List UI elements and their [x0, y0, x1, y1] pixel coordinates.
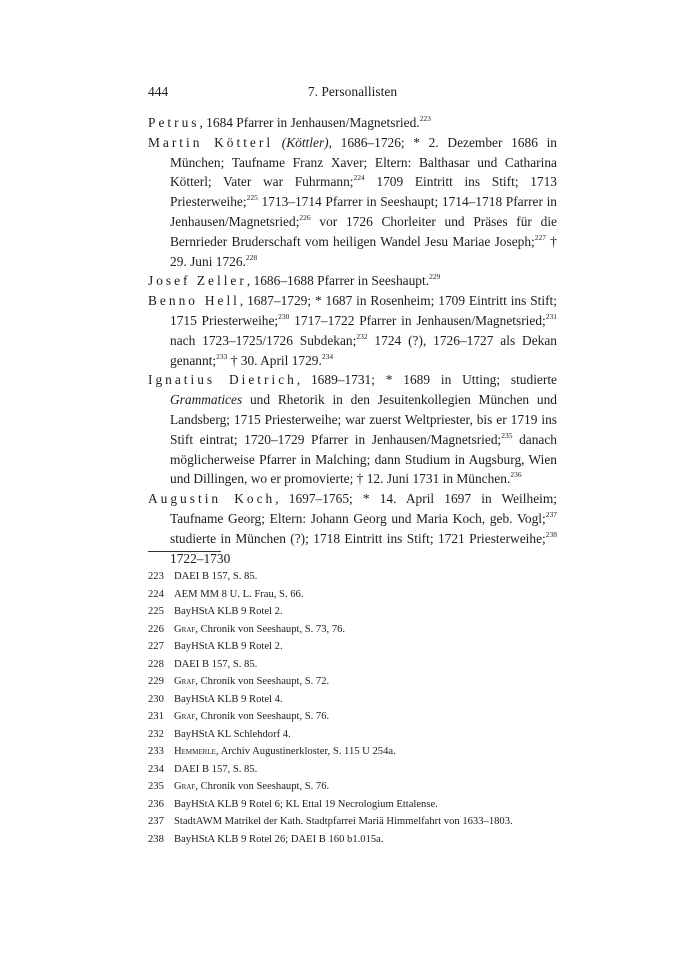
person-name: Martin Kötterl	[148, 134, 274, 150]
text-run: DAEI B 157, S. 85.	[174, 763, 258, 775]
person-list	[148, 113, 557, 568]
text-run: , 1689–1731; * 1689 in Utting; studierte	[296, 372, 557, 388]
footnote	[148, 761, 557, 779]
footnotes	[148, 568, 557, 848]
footnote-separator	[148, 551, 221, 552]
person-name: Ignatius Dietrich	[148, 372, 297, 388]
text-run: 1722–1730	[170, 550, 231, 566]
text-run: BayHStA KLB 9 Rotel 26; DAEI B 160 b1.015a.	[174, 833, 384, 845]
footnote-ref: 232	[356, 331, 368, 341]
text-run: nach 1723–1725/1726 Subdekan;	[170, 332, 357, 348]
footnote-ref: 235	[501, 430, 513, 440]
footnote-number: 230	[148, 693, 164, 705]
author-name: Graf	[174, 623, 196, 635]
text-run: AEM MM 8 U. L. Frau, S. 66.	[174, 588, 304, 600]
footnote	[148, 708, 557, 726]
footnote-ref: 237	[545, 509, 557, 519]
text-run	[273, 135, 282, 150]
footnote-number: 229	[148, 676, 164, 687]
footnote-ref: 224	[353, 173, 365, 183]
footnote	[148, 726, 557, 744]
text-run: , Chronik von Seeshaupt, S. 72.	[195, 676, 330, 687]
text-run: BayHStA KLB 9 Rotel 2.	[174, 641, 283, 652]
author-name: Hemmerle	[174, 746, 216, 757]
text-run: BayHStA KLB 9 Rotel 6; KL Ettal 19 Necrologium Ettalense.	[174, 798, 438, 810]
footnote-number: 228	[148, 658, 164, 670]
footnote-number: 235	[148, 781, 164, 792]
footnote	[148, 743, 557, 761]
footnote-number: 231	[148, 711, 164, 722]
text-run: 1717–1722 Pfarrer in Jenhausen/Magnetsried;	[289, 312, 546, 328]
footnote-ref: 238	[545, 529, 557, 539]
running-head	[148, 84, 557, 104]
text-run: danach möglicherweise Pfarrer in Malching; dann Studium in Augsburg, Wien und Dillingen, wo er promovierte; † 12. Juni 1731 in München.	[170, 431, 557, 487]
person-entry	[148, 370, 557, 489]
text-run: 1713–1714 Pfarrer in Seeshaupt; 1714–1718 Pfarrer in Jenhausen/Magnetsried;	[170, 194, 557, 229]
footnote-number: 226	[148, 623, 164, 635]
text-run: † 29. Juni 1726.	[170, 233, 557, 269]
text-run: StadtAWM Matrikel der Kath. Stadtpfarrei Mariä Himmelfahrt von 1633–1803.	[174, 816, 513, 827]
text-run: und Rhetorik in den Jesuitenkollegien München und Landsberg; 1715 Priesterweihe; war zuerst Weltpriester, bis er 1719 ins Stift eintrat; 1720–1729 Pfarrer in Jenhausen/Magnetsried;	[170, 392, 557, 447]
text-run: , Chronik von Seeshaupt, S. 73, 76.	[195, 623, 346, 635]
footnote-ref: 226	[299, 212, 311, 222]
footnote	[148, 813, 557, 831]
footnote-ref: 234	[321, 351, 334, 361]
footnote-ref: 233	[216, 351, 228, 361]
footnote-number: 232	[148, 728, 164, 740]
italic-text: (Köttler)	[281, 134, 329, 150]
footnote-ref: 225	[246, 193, 258, 203]
text-run: , 1687–1729; * 1687 in Rosenheim; 1709 Eintritt ins Stift; 1715 Priesterweihe;	[170, 293, 557, 328]
text-run: , 1684 Pfarrer in Jenhausen/Magnetsried.	[199, 115, 420, 130]
text-run: 1724 (?), 1726–1727 als Dekan genannt;	[170, 332, 557, 368]
footnote	[148, 638, 557, 656]
person-name: Benno Hell	[148, 293, 240, 309]
footnote	[148, 673, 557, 691]
text-run: BayHStA KLB 9 Rotel 2.	[174, 606, 283, 617]
text-run: studierte in München (?); 1718 Eintritt ins Stift; 1721 Priesterweihe;	[170, 530, 546, 546]
footnote	[148, 621, 557, 639]
person-name: Petrus	[148, 115, 200, 130]
footnote-number: 237	[148, 816, 164, 827]
text-run: BayHStA KL Schlehdorf 4.	[174, 728, 291, 740]
footnote-number: 234	[148, 763, 164, 775]
footnote-ref: 231	[545, 311, 557, 321]
page-number: 444	[148, 84, 169, 99]
footnote-ref: 228	[245, 252, 258, 262]
person-entry	[148, 489, 557, 568]
footnote-number: 236	[148, 798, 164, 810]
footnote-ref: 229	[429, 272, 441, 282]
footnote-ref: 227	[534, 232, 547, 242]
text-run: , 1686–1726; * 2. Dezember 1686 in München; Taufname Franz Xaver; Eltern: Balthasar und Catharina Kötterl; Vater war Fuhrmann;	[170, 134, 557, 190]
text-run: 1709 Eintritt ins Stift; 1713 Priesterweihe;	[170, 174, 557, 210]
footnote	[148, 656, 557, 674]
italic-text: Grammatices	[170, 392, 243, 408]
footnote-ref: 236	[510, 470, 522, 480]
footnote-number: 227	[148, 641, 164, 652]
author-name: Graf	[174, 781, 196, 792]
author-name: Graf	[174, 676, 196, 687]
text-run: , Chronik von Seeshaupt, S. 76.	[195, 711, 330, 722]
text-run: DAEI B 157, S. 85.	[174, 658, 258, 670]
person-entry	[148, 133, 557, 272]
person-entry	[148, 291, 557, 370]
footnote-ref: 223	[419, 114, 431, 123]
footnote	[148, 796, 557, 814]
person-entry	[148, 271, 557, 291]
footnote-number: 224	[148, 588, 164, 600]
chapter-title: 7. Personallisten	[307, 84, 398, 99]
text-run: , 1686–1688 Pfarrer in Seeshaupt.	[246, 273, 430, 289]
text-run: DAEI B 157, S. 85.	[174, 571, 258, 582]
text-run: BayHStA KLB 9 Rotel 4.	[174, 693, 283, 705]
person-name: Josef Zeller	[148, 273, 247, 289]
footnote	[148, 568, 557, 586]
footnote	[148, 831, 557, 849]
text-run: † 30. April 1729.	[227, 352, 322, 368]
footnote	[148, 586, 557, 604]
footnote-number: 225	[148, 606, 164, 617]
person-name: Augustin Koch	[148, 491, 276, 507]
footnote-ref: 230	[278, 311, 290, 321]
footnote	[148, 778, 557, 796]
person-entry	[148, 113, 557, 133]
text-run: , 1697–1765; * 14. April 1697 in Weilheim; Taufname Georg; Eltern: Johann Georg und Maria Koch, geb. Vogl;	[170, 491, 557, 526]
footnote-number: 223	[148, 571, 164, 582]
footnote	[148, 691, 557, 709]
footnote	[148, 603, 557, 621]
footnote-number: 233	[148, 746, 164, 757]
text-run: , Archiv Augustinerkloster, S. 115 U 254a.	[215, 746, 396, 757]
text-run: , Chronik von Seeshaupt, S. 76.	[195, 781, 330, 792]
author-name: Graf	[174, 711, 196, 722]
text-run: vor 1726 Chorleiter und Präses für die Bernrieder Bruderschaft vom heiligen Wandel Jesu Mariae Joseph;	[170, 213, 557, 249]
footnote-number: 238	[148, 833, 164, 845]
